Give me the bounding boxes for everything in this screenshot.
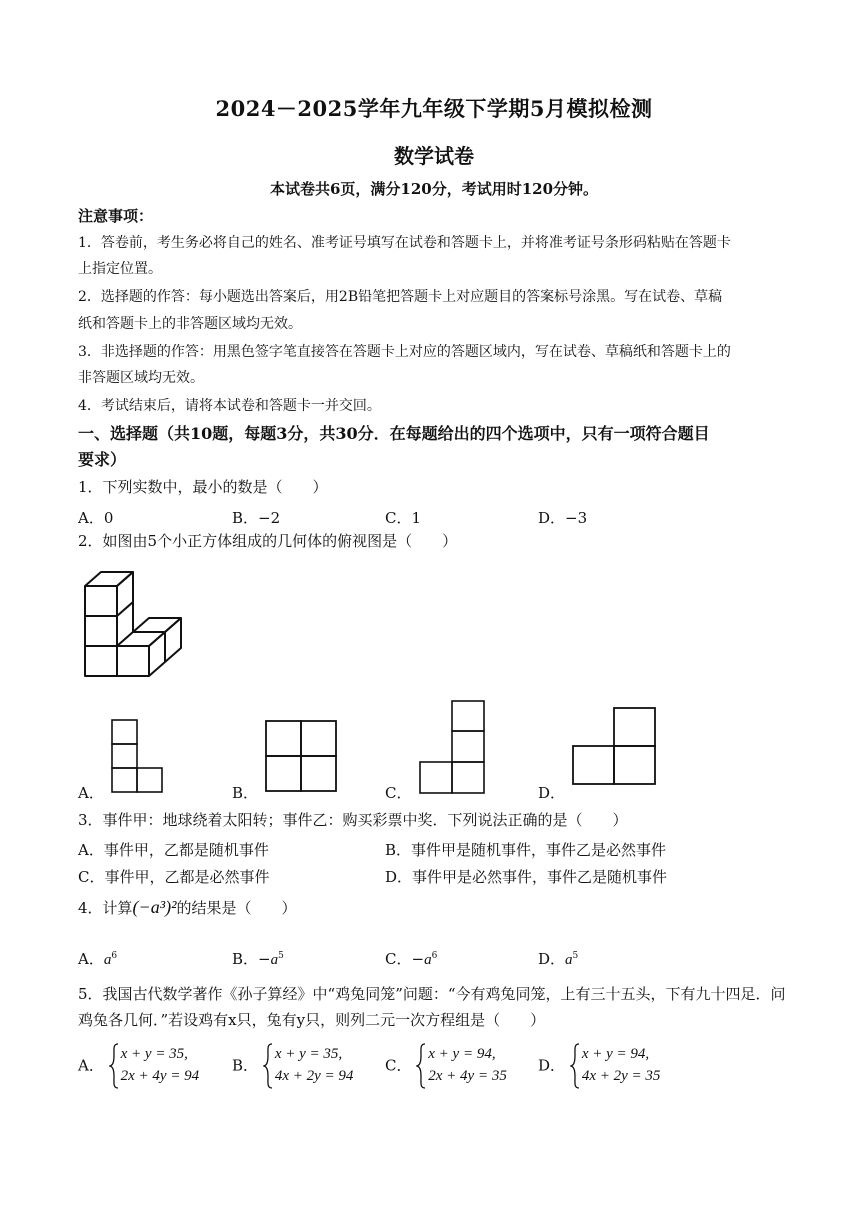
exam-info: 本试卷共6页，满分120分，考试用时120分钟。 xyxy=(269,180,599,198)
equation-1: x + y = 94, xyxy=(428,1046,496,1062)
q5-option-a xyxy=(78,1043,199,1087)
brace-icon xyxy=(263,1043,273,1089)
q5-option-label: B． xyxy=(232,1056,259,1075)
notice-item: 纸和答题卡上的非答题区域均无效。 xyxy=(78,316,302,332)
exam-title: 2024－2025学年九年级下学期5月模拟检测 xyxy=(215,96,653,121)
equation-2: 4x + 2y = 35 xyxy=(581,1068,661,1084)
q2-option-d-figure xyxy=(570,706,658,788)
cube-solid-figure xyxy=(83,570,188,680)
q4-option-b xyxy=(232,948,284,969)
q1-option-d: D．−3 xyxy=(538,509,588,527)
q5-option-d xyxy=(538,1043,660,1087)
q4-option-label: A． xyxy=(78,950,104,968)
q4-option-sign: − xyxy=(258,950,271,968)
q4-option-base: a xyxy=(565,952,573,968)
notice-item: 上指定位置。 xyxy=(78,261,162,277)
q3-option-c: C．事件甲，乙都是必然事件 xyxy=(78,868,270,886)
q2-option-d-label: D． xyxy=(538,784,566,802)
equation-1: x + y = 94, xyxy=(581,1046,650,1062)
q4-option-d xyxy=(538,948,578,969)
q4-option-base: a xyxy=(103,952,112,968)
q4-option-label: B． xyxy=(232,950,259,968)
brace-icon xyxy=(570,1043,580,1089)
q4-option-label: D． xyxy=(538,950,566,968)
q5-stem-line2: 鸡兔各几何．”若设鸡有x只，兔有y只，则列二元一次方程组是（ ） xyxy=(78,1011,546,1029)
equation-2: 2x + 4y = 35 xyxy=(428,1068,507,1084)
notice-item: 4．考试结束后，请将本试卷和答题卡一并交回。 xyxy=(78,398,381,414)
equation-system xyxy=(109,1043,200,1087)
notice-heading: 注意事项： xyxy=(78,207,154,225)
section-heading-cont: 要求） xyxy=(78,450,127,469)
q4-expression: (−a³)² xyxy=(132,897,177,917)
q1-option-b: B．−2 xyxy=(232,509,281,527)
equation-1: x + y = 35, xyxy=(274,1046,343,1062)
equation-1: x + y = 35, xyxy=(120,1046,188,1062)
q4-option-exponent: 5 xyxy=(278,951,284,961)
notice-item: 3．非选择题的作答：用黑色签字笔直接答在答题卡上对应的答题区域内，写在试卷、草稿纸和答题卡上的 xyxy=(78,344,731,360)
equation-system xyxy=(570,1043,661,1087)
notice-item: 2．选择题的作答：每小题选出答案后，用2B铅笔把答题卡上对应题目的答案标号涂黑。写在试卷、草稿 xyxy=(78,289,723,305)
q4-stem xyxy=(78,897,297,918)
q2-option-c-figure xyxy=(418,699,486,795)
q5-stem-line1: 5．我国古代数学著作《孙子算经》中“鸡兔同笼”问题：“今有鸡兔同笼，上有三十五头，下有九十四足．问 xyxy=(78,985,786,1003)
brace-icon xyxy=(109,1043,119,1089)
q2-option-b-label: B． xyxy=(232,784,259,802)
q3-option-d: D．事件甲是必然事件，事件乙是随机事件 xyxy=(385,868,668,886)
q4-option-label: C． xyxy=(385,950,412,968)
q3-option-a: A．事件甲，乙都是随机事件 xyxy=(78,841,269,859)
q5-option-b xyxy=(232,1043,353,1087)
q4-option-sign: − xyxy=(411,950,425,968)
section-heading: 一、选择题（共10题，每题3分，共30分．在每题给出的四个选项中，只有一项符合题目 xyxy=(78,424,710,443)
q5-option-c xyxy=(385,1043,507,1087)
equation-2: 4x + 2y = 94 xyxy=(274,1068,354,1084)
notice-item: 非答题区域均无效。 xyxy=(78,370,204,386)
q4-option-base: a xyxy=(424,952,432,968)
q1-stem: 1．下列实数中，最小的数是（ ） xyxy=(78,478,328,496)
equation-2: 2x + 4y = 94 xyxy=(120,1068,200,1084)
q4-stem-prefix: 4．计算 xyxy=(78,899,133,917)
q3-stem: 3．事件甲：地球绕着太阳转；事件乙：购买彩票中奖．下列说法正确的是（ ） xyxy=(78,811,628,829)
q4-option-a xyxy=(78,948,117,969)
q2-option-a-figure xyxy=(110,718,164,794)
q5-option-label: D． xyxy=(538,1056,566,1075)
q2-option-c-label: C． xyxy=(385,784,412,802)
q5-option-label: C． xyxy=(385,1056,412,1075)
q4-stem-suffix: 的结果是（ ） xyxy=(176,899,297,917)
q1-option-a: A．0 xyxy=(78,509,114,527)
q2-stem: 2．如图由5个小正方体组成的几何体的俯视图是（ ） xyxy=(78,532,458,550)
equation-system xyxy=(416,1043,507,1087)
q4-option-base: a xyxy=(270,952,279,968)
exam-subtitle: 数学试卷 xyxy=(394,144,474,168)
q3-option-b: B．事件甲是随机事件，事件乙是必然事件 xyxy=(385,841,667,859)
q1-option-c: C．1 xyxy=(385,509,422,527)
brace-icon xyxy=(416,1043,426,1089)
q4-option-exponent: 6 xyxy=(111,951,118,961)
q2-option-b-figure xyxy=(264,719,338,793)
q4-option-exponent: 5 xyxy=(572,951,579,961)
q2-option-a-label: A． xyxy=(78,784,104,802)
q4-option-c xyxy=(385,948,437,969)
q5-option-label: A． xyxy=(78,1056,104,1075)
q4-option-exponent: 6 xyxy=(431,951,438,961)
notice-item: 1．答卷前，考生务必将自己的姓名、准考证号填写在试卷和答题卡上，并将准考证号条形码粘贴在答题卡 xyxy=(78,235,731,251)
equation-system xyxy=(263,1043,354,1087)
